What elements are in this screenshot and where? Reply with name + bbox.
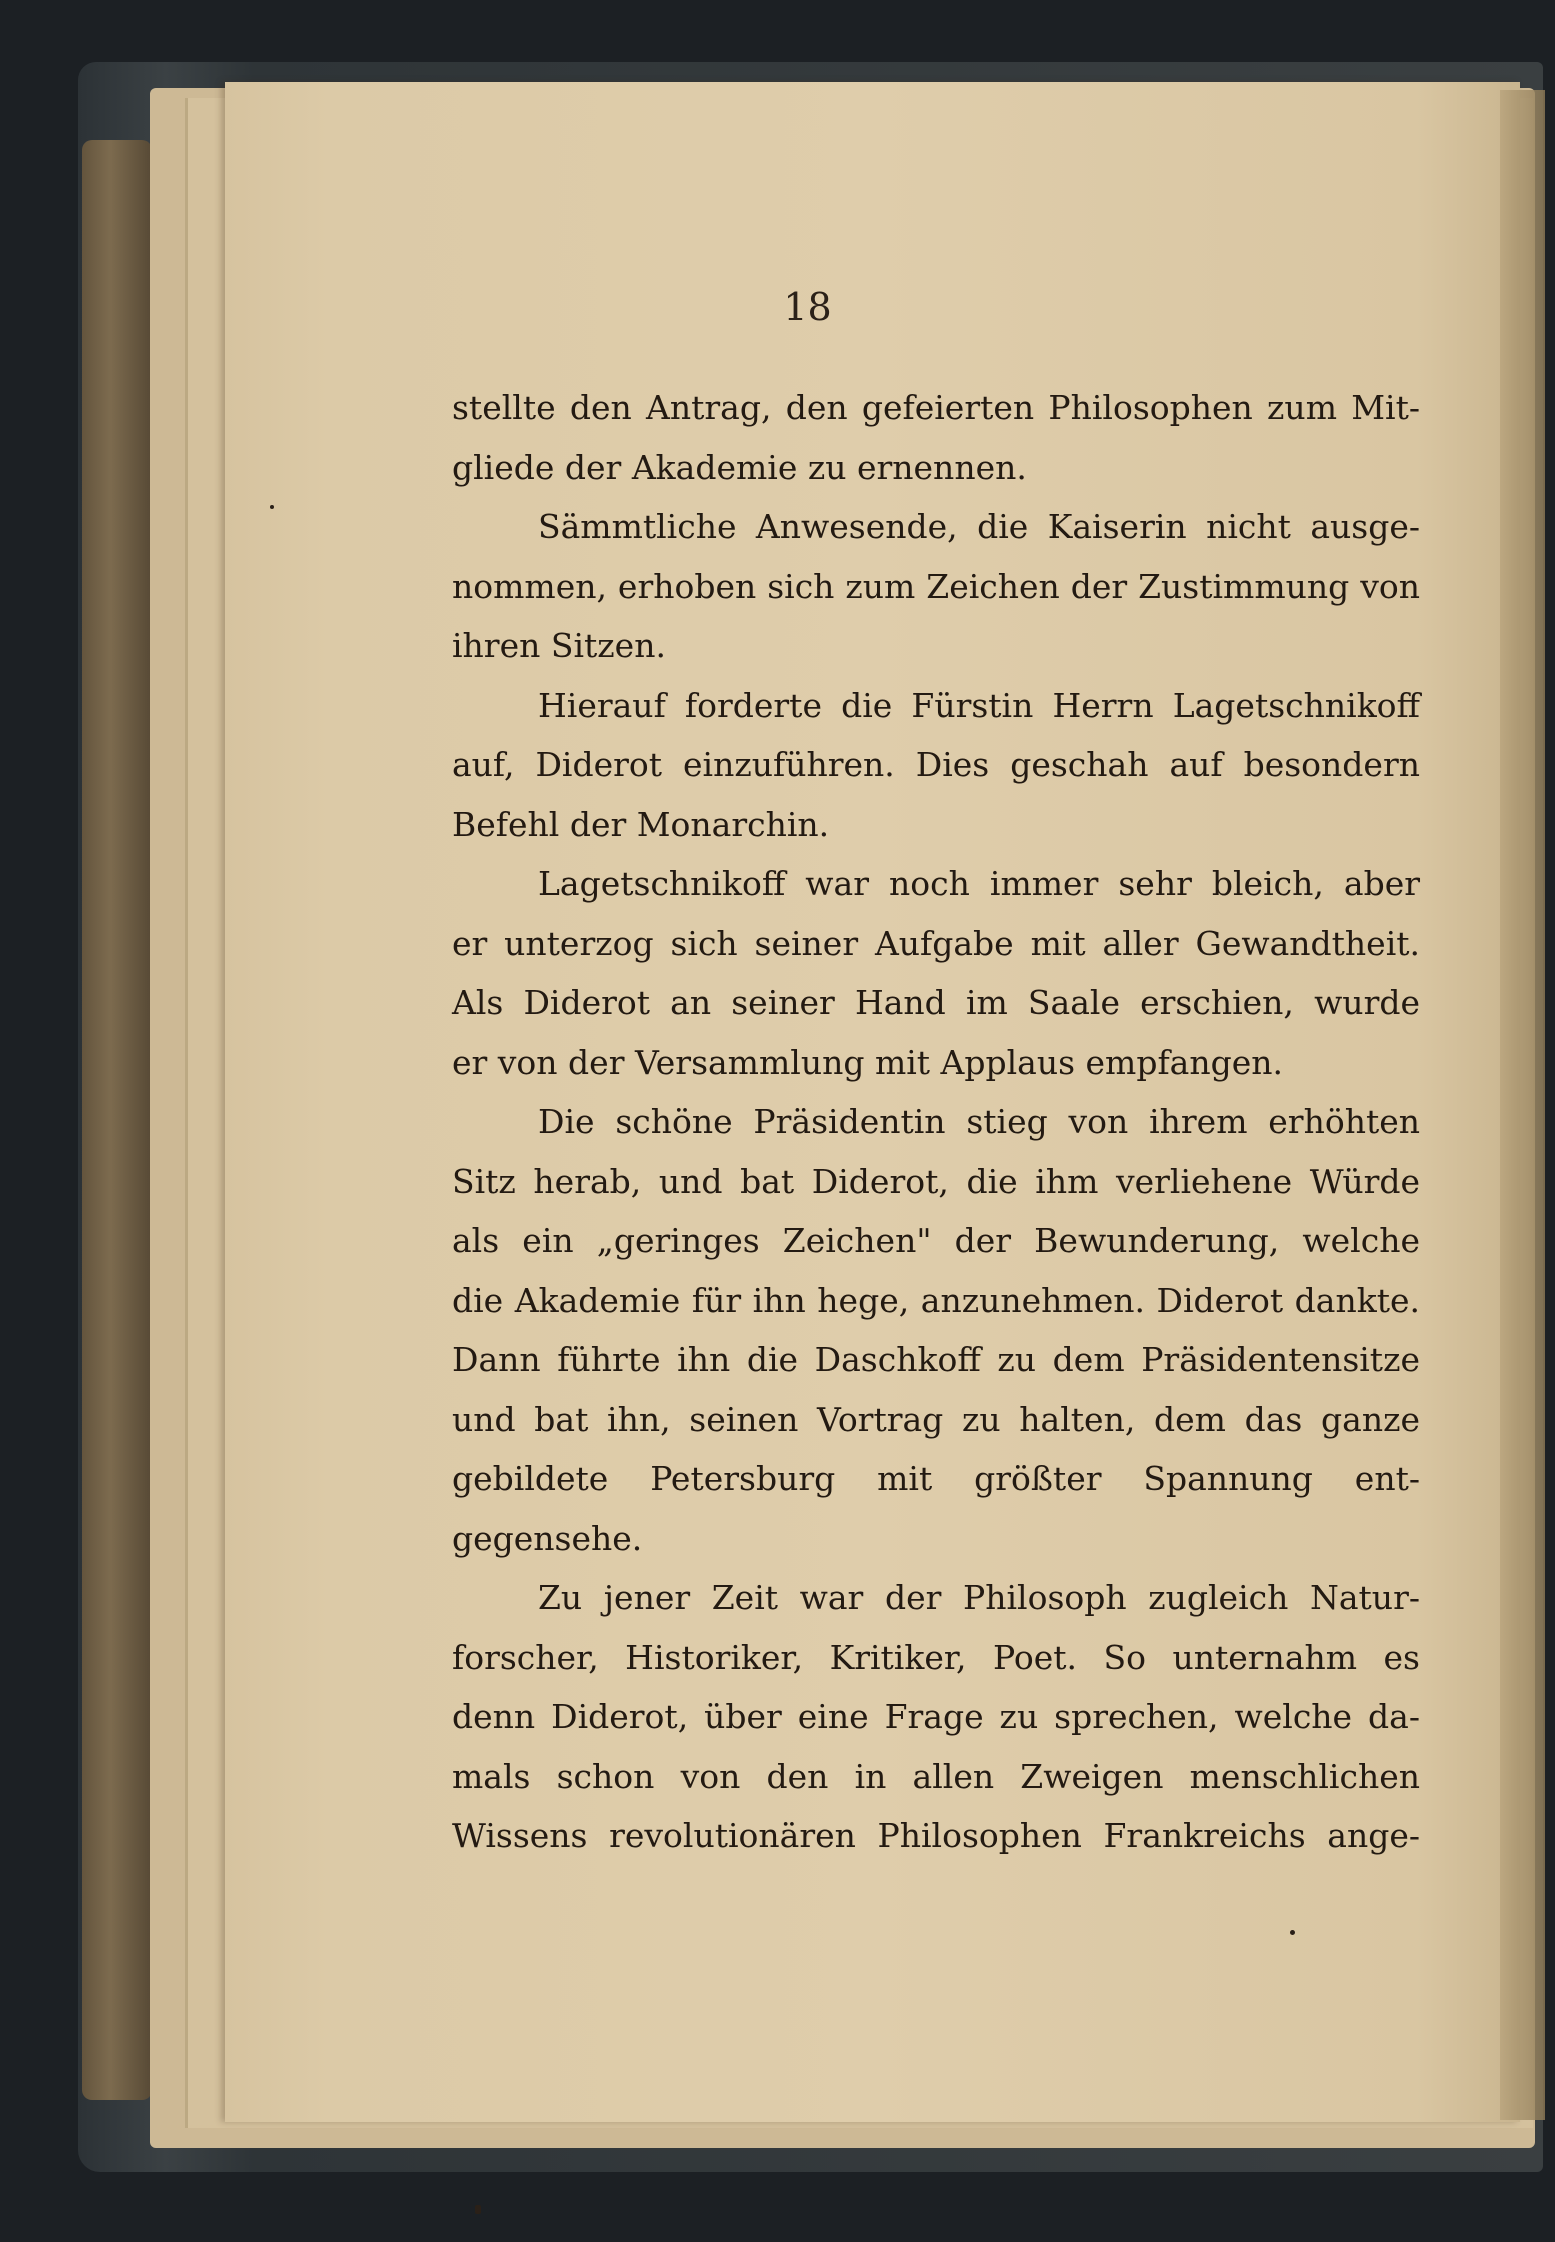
text-line: Zu jener Zeit war der Philosoph zugleich Natur-: [538, 1578, 1420, 1617]
paper-speck: [475, 2205, 481, 2214]
text-line: gliede der Akademie zu ernennen.: [452, 447, 1027, 487]
paper-speck: [1290, 1930, 1295, 1935]
page-number: 18: [783, 285, 832, 329]
text-line: Die schöne Präsidentin stieg von ihrem erhöhten: [538, 1102, 1420, 1141]
text-line: gegensehe.: [452, 1518, 643, 1558]
text-line: Sämmtliche Anwesende, die Kaiserin nicht ausge-: [538, 507, 1420, 546]
text-line: Befehl der Monarchin.: [452, 804, 830, 844]
worn-spine-edge: [82, 140, 152, 2100]
text-line: Wissens revolutionären Philosophen Frankreichs ange-: [452, 1816, 1420, 1855]
text-line: stellte den Antrag, den gefeierten Philosophen zum Mit-: [452, 388, 1420, 427]
text-line: als ein „geringes Zeichen" der Bewunderung, welche: [452, 1221, 1420, 1260]
text-line: er von der Versammlung mit Applaus empfangen.: [452, 1042, 1284, 1082]
text-line: und bat ihn, seinen Vortrag zu halten, dem das ganze: [452, 1399, 1420, 1439]
text-line: denn Diderot, über eine Frage zu sprechen, welche da-: [452, 1697, 1420, 1736]
paper-speck: [270, 505, 274, 509]
text-line: Lagetschnikoff war noch immer sehr bleich, aber: [538, 864, 1420, 903]
text-line: gebildete Petersburg mit größter Spannung ent-: [452, 1459, 1420, 1498]
page-gutter-shadow: [1500, 90, 1545, 2120]
text-line: Hierauf forderte die Fürstin Herrn Lagetschnikoff: [538, 685, 1420, 725]
body-text: [452, 378, 1420, 1866]
text-line: mals schon von den in allen Zweigen menschlichen: [452, 1756, 1420, 1796]
text-line: Sitz herab, und bat Diderot, die ihm verliehene Würde: [452, 1161, 1420, 1201]
text-line: die Akademie für ihn hege, anzunehmen. Diderot dankte.: [452, 1280, 1420, 1320]
text-line: er unterzog sich seiner Aufgabe mit aller Gewandtheit.: [452, 923, 1420, 963]
text-line: Dann führte ihn die Daschkoff zu dem Präsidentensitze: [452, 1340, 1420, 1379]
text-line: Als Diderot an seiner Hand im Saale erschien, wurde: [452, 983, 1420, 1022]
text-line: forscher, Historiker, Kritiker, Poet. So unternahm es: [452, 1637, 1420, 1677]
text-line: nommen, erhoben sich zum Zeichen der Zustimmung von: [452, 566, 1420, 606]
text-line: ihren Sitzen.: [452, 626, 666, 665]
text-line: auf, Diderot einzuführen. Dies geschah auf besondern: [452, 745, 1420, 784]
